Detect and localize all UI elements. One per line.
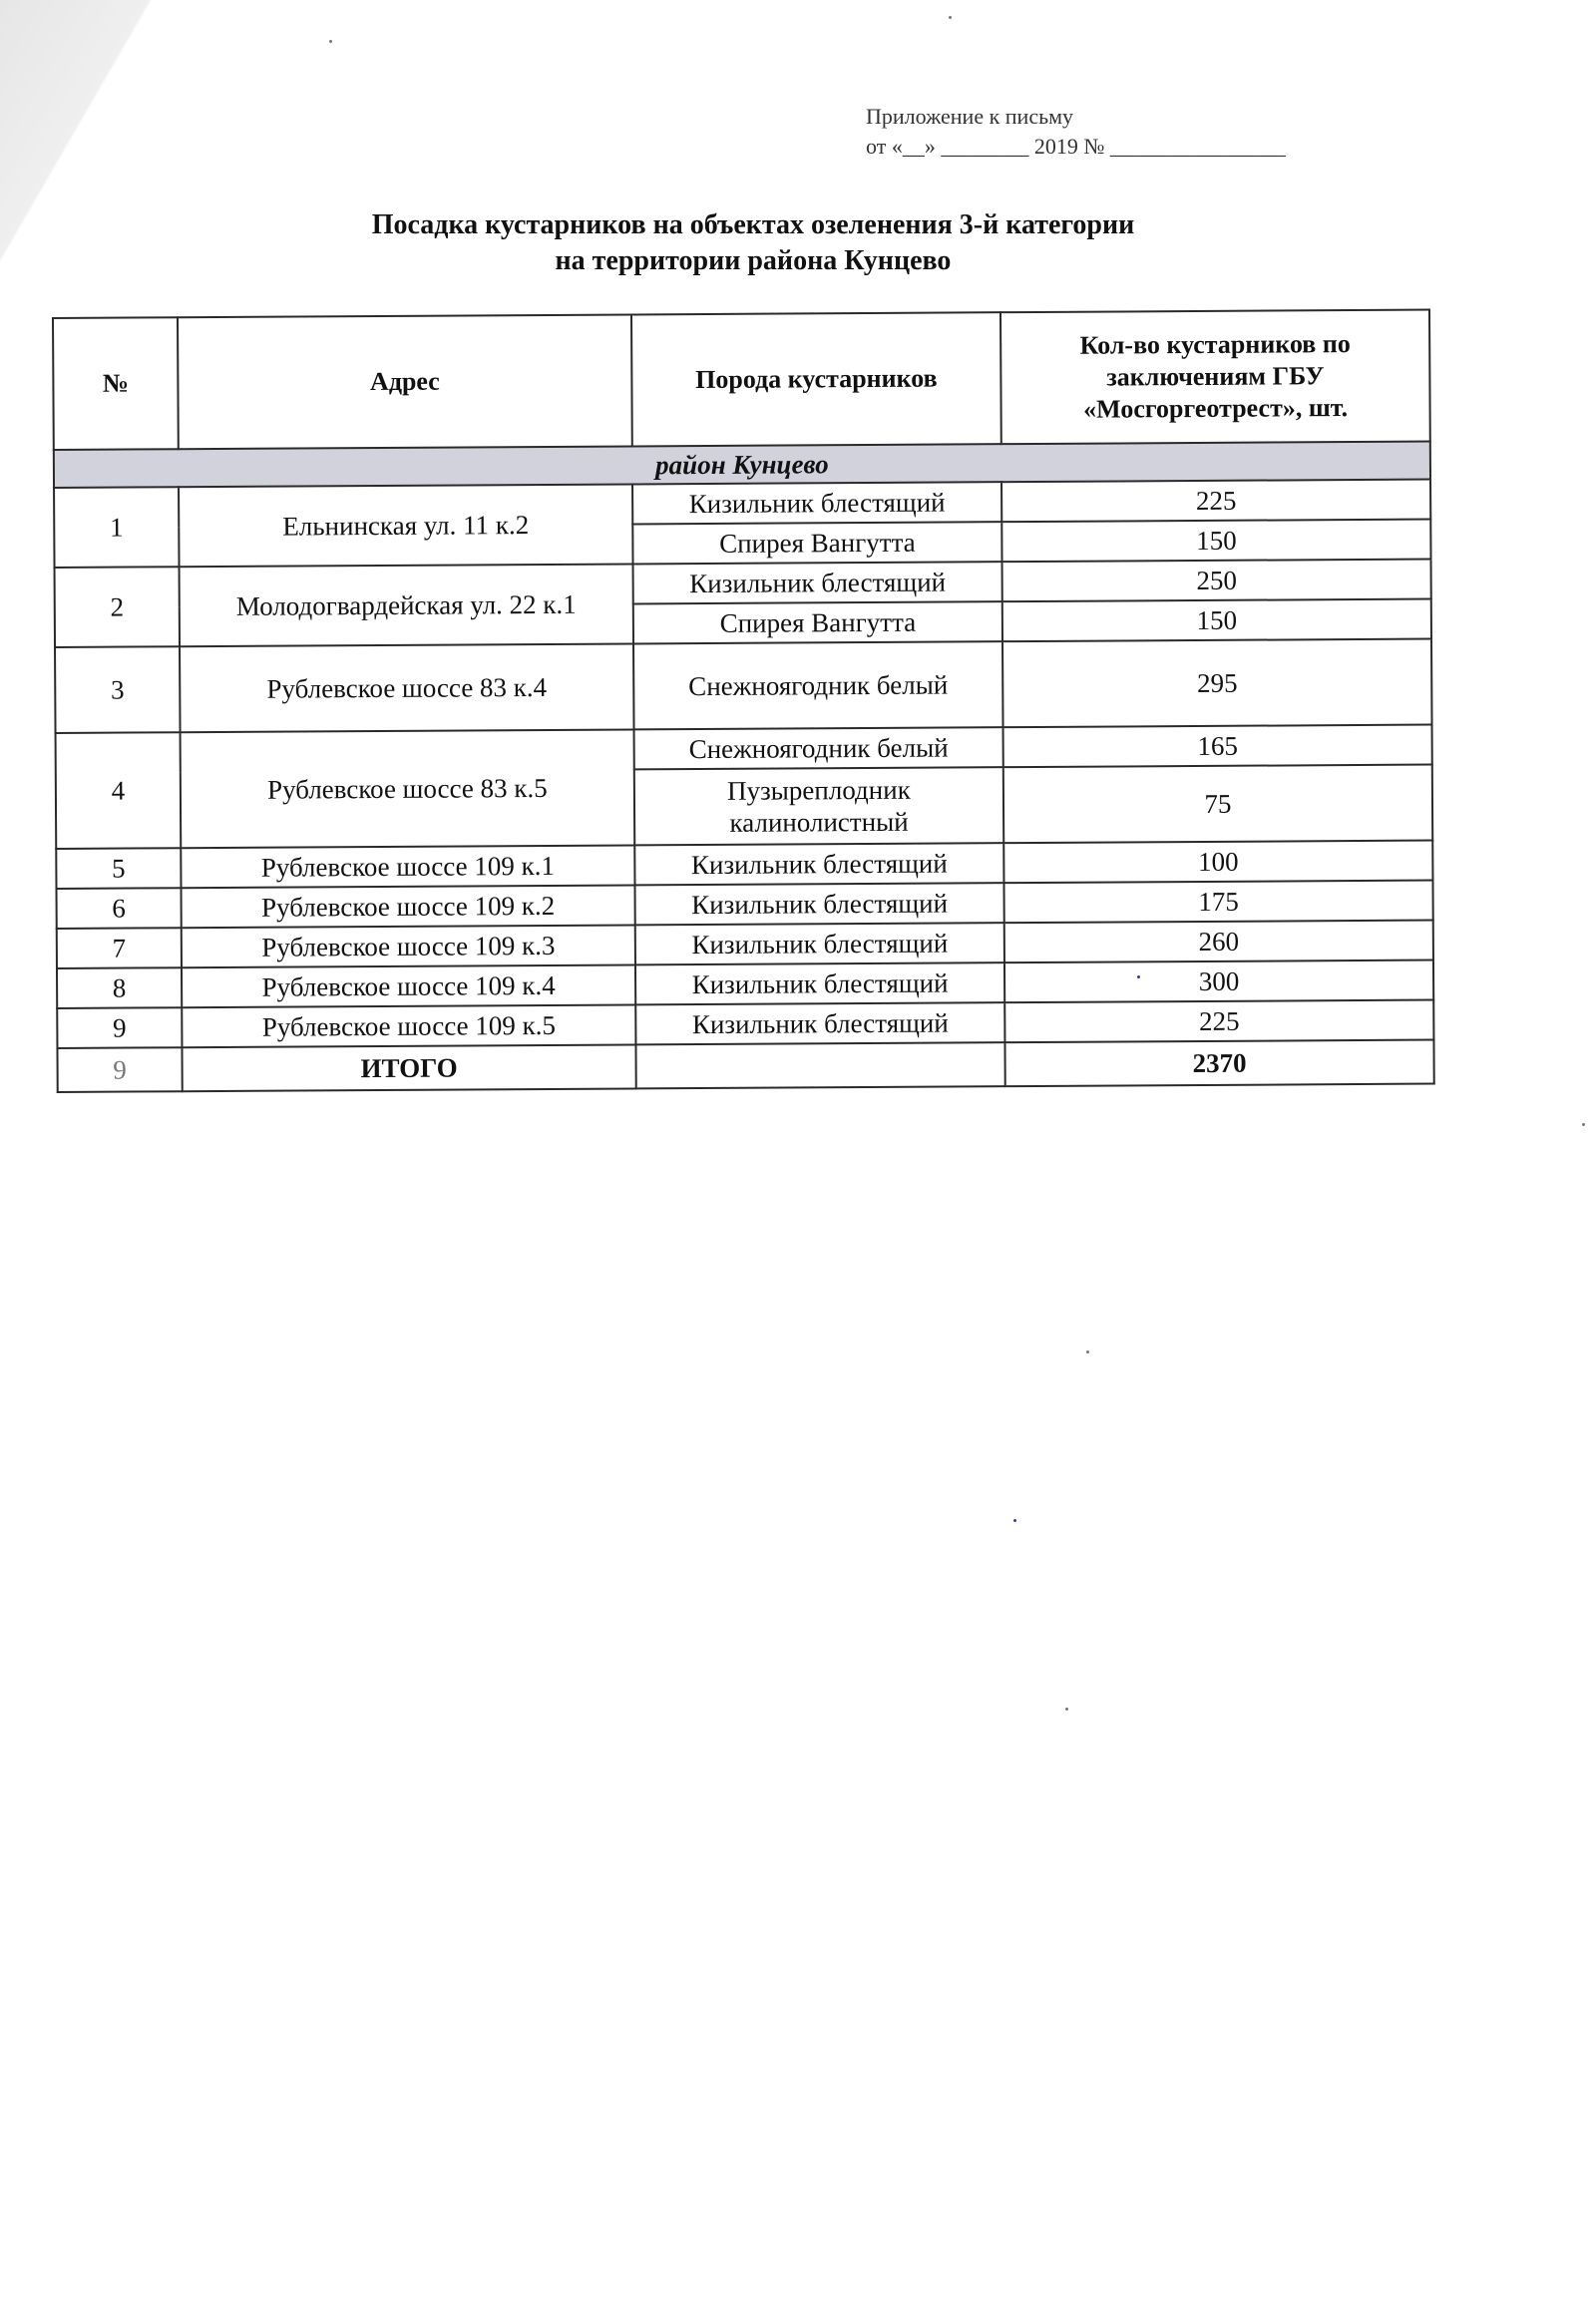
row-count: 165	[1003, 725, 1432, 768]
row-count: 260	[1004, 921, 1433, 963]
row-num: 5	[56, 848, 181, 889]
row-species: Кизильник блестящий	[634, 843, 1003, 885]
table-header-row	[53, 310, 1430, 450]
appendix-line-1: Приложение к письму	[866, 104, 1074, 129]
appendix-line-2: от «__» ________ 2019 № ________________	[866, 134, 1286, 159]
header-num: №	[53, 317, 179, 450]
row-species: Кизильник блестящий	[635, 923, 1004, 964]
total-num: 9	[57, 1047, 182, 1092]
document-title	[0, 207, 1506, 279]
row-species: Кизильник блестящий	[635, 1002, 1004, 1044]
section-title: район Кунцево	[54, 442, 1430, 488]
total-count: 2370	[1004, 1040, 1433, 1087]
total-label: ИТОГО	[182, 1044, 635, 1091]
row-address: Рублевское шоссе 109 к.4	[182, 964, 635, 1007]
row-num: 1	[54, 487, 179, 568]
row-address: Рублевское шоссе 83 к.5	[181, 729, 635, 848]
header-address: Адрес	[178, 314, 632, 449]
row-count: 150	[1001, 520, 1430, 563]
scan-speck	[949, 16, 952, 19]
title-line-1: Посадка кустарников на объектах озеленения 3-й категории	[371, 209, 1135, 240]
row-address: Молодогвардейская ул. 22 к.1	[180, 564, 633, 646]
scan-speck	[329, 40, 332, 43]
row-count: 250	[1002, 560, 1431, 602]
row-count: 300	[1004, 960, 1433, 1003]
row-num: 7	[57, 928, 182, 968]
row-species: Кизильник блестящий	[634, 883, 1003, 925]
row-species: Снежноягодник белый	[634, 727, 1003, 769]
shrubs-table	[52, 309, 1435, 1093]
row-address: Рублевское шоссе 109 к.2	[181, 885, 634, 928]
row-species: Кизильник блестящий	[632, 482, 1001, 524]
header-species: Порода кустарников	[631, 312, 1001, 446]
row-address: Рублевское шоссе 109 к.5	[182, 1004, 635, 1047]
row-species: Кизильник блестящий	[633, 562, 1002, 603]
row-address: Рублевское шоссе 83 к.4	[180, 643, 634, 732]
row-count: 150	[1002, 599, 1431, 642]
row-num: 9	[57, 1007, 182, 1048]
row-count: 225	[1004, 1000, 1433, 1043]
row-num: 8	[57, 967, 182, 1008]
row-species: Кизильник блестящий	[635, 962, 1004, 1004]
row-num: 4	[56, 732, 182, 849]
row-species: Спирея Вангутта	[632, 522, 1001, 564]
row-address: Ельнинская ул. 11 к.2	[179, 484, 632, 567]
row-address: Рублевское шоссе 109 к.3	[182, 925, 635, 967]
row-count: 100	[1003, 841, 1432, 884]
row-species: Снежноягодник белый	[633, 641, 1003, 729]
row-count: 225	[1001, 480, 1430, 523]
scan-speck	[1065, 1708, 1068, 1711]
row-count: 175	[1003, 881, 1432, 924]
table-row	[55, 639, 1431, 733]
row-num: 3	[55, 646, 181, 733]
total-species	[635, 1042, 1004, 1088]
header-count: Кол-во кустарников по заключениям ГБУ «Мосгоргеотрест», шт.	[1000, 310, 1430, 445]
row-num: 6	[57, 888, 182, 929]
total-row	[57, 1040, 1433, 1092]
row-num: 2	[55, 567, 180, 647]
scan-speck	[1013, 1519, 1016, 1522]
row-species: Пузыреплодник калинолистный	[634, 767, 1003, 845]
scan-speck	[1086, 1350, 1089, 1353]
row-address: Рублевское шоссе 109 к.1	[181, 845, 634, 888]
scan-speck	[1582, 1123, 1585, 1126]
appendix-note	[866, 102, 1286, 162]
row-count: 75	[1003, 765, 1432, 844]
row-count: 295	[1002, 639, 1432, 728]
title-line-2: на территории района Кунцево	[555, 245, 952, 276]
row-species: Спирея Вангутта	[633, 601, 1002, 643]
